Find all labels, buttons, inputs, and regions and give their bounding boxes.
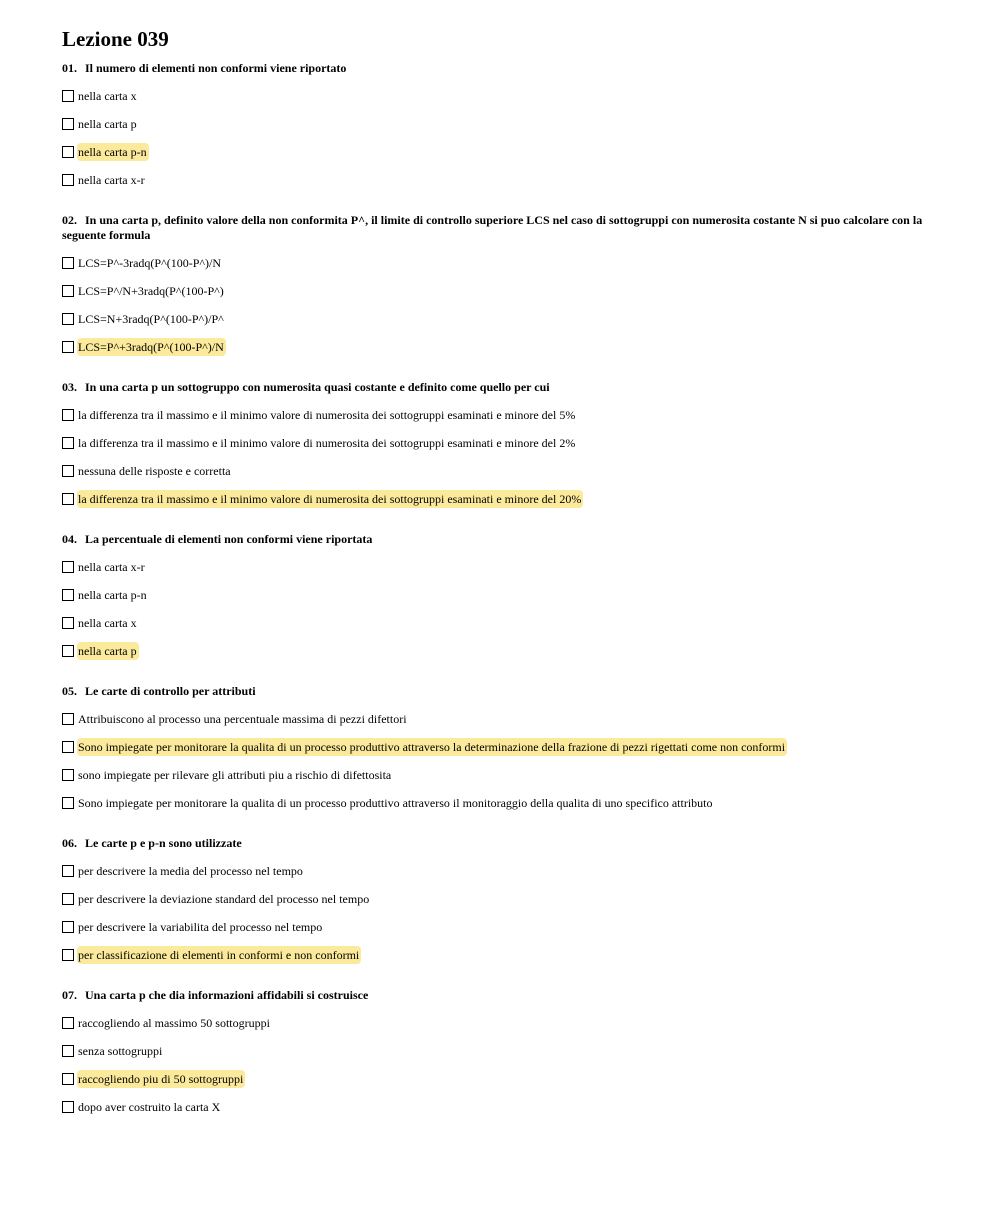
- answer-option[interactable]: [62, 941, 962, 969]
- answer-options: [62, 401, 962, 513]
- answer-label: per descrivere la media del processo nel tempo: [78, 864, 303, 878]
- answer-checkbox[interactable]: [62, 713, 74, 725]
- quiz-page: [62, 26, 962, 1140]
- answer-option[interactable]: [62, 637, 962, 665]
- answer-option[interactable]: [62, 733, 962, 761]
- question-7: [62, 988, 962, 1121]
- question-text: In una carta p, definito valore della non conformita P^, il limite di controllo superiore LCS nel caso di sottogruppi con numerosita costante N si puo calcolare con la seguente formula: [62, 213, 923, 242]
- answer-option[interactable]: [62, 305, 962, 333]
- answer-checkbox[interactable]: [62, 617, 74, 629]
- answer-label: nella carta x-r: [78, 560, 145, 574]
- answer-label: Attribuiscono al processo una percentuale massima di pezzi difettori: [78, 712, 407, 726]
- answer-label: la differenza tra il massimo e il minimo valore di numerosita dei sottogruppi esaminati e minore del 5%: [78, 408, 576, 422]
- answer-checkbox[interactable]: [62, 146, 74, 158]
- question-number: 04.: [62, 532, 77, 546]
- answer-option[interactable]: [62, 82, 962, 110]
- answer-label: LCS=P^/N+3radq(P^(100-P^): [78, 284, 224, 298]
- answer-checkbox[interactable]: [62, 118, 74, 130]
- question-5: [62, 684, 962, 817]
- answer-label: Sono impiegate per monitorare la qualita di un processo produttivo attraverso il monitoraggio della qualita di uno specifico attributo: [78, 796, 713, 810]
- answer-checkbox[interactable]: [62, 285, 74, 297]
- answer-label: senza sottogruppi: [78, 1044, 163, 1058]
- question-header: [62, 684, 962, 699]
- answer-option[interactable]: [62, 457, 962, 485]
- answer-checkbox[interactable]: [62, 341, 74, 353]
- answer-option[interactable]: [62, 249, 962, 277]
- question-6: [62, 836, 962, 969]
- answer-option[interactable]: [62, 553, 962, 581]
- answer-checkbox[interactable]: [62, 313, 74, 325]
- question-text: La percentuale di elementi non conformi viene riportata: [85, 532, 373, 546]
- answer-option[interactable]: [62, 401, 962, 429]
- question-number: 07.: [62, 988, 77, 1002]
- question-3: [62, 380, 962, 513]
- answer-checkbox[interactable]: [62, 921, 74, 933]
- answer-checkbox[interactable]: [62, 949, 74, 961]
- question-2: [62, 213, 962, 361]
- question-list: [62, 61, 962, 1121]
- question-4: [62, 532, 962, 665]
- answer-option[interactable]: [62, 277, 962, 305]
- question-header: [62, 532, 962, 547]
- answer-option[interactable]: [62, 138, 962, 166]
- question-1: [62, 61, 962, 194]
- answer-label-highlighted: per classificazione di elementi in conformi e non conformi: [78, 948, 360, 962]
- answer-option[interactable]: [62, 1037, 962, 1065]
- question-header: [62, 836, 962, 851]
- question-number: 01.: [62, 61, 77, 75]
- answer-option[interactable]: [62, 333, 962, 361]
- answer-checkbox[interactable]: [62, 409, 74, 421]
- answer-checkbox[interactable]: [62, 769, 74, 781]
- question-header: [62, 380, 962, 395]
- answer-option[interactable]: [62, 885, 962, 913]
- answer-option[interactable]: [62, 789, 962, 817]
- answer-option[interactable]: [62, 1093, 962, 1121]
- answer-checkbox[interactable]: [62, 90, 74, 102]
- answer-option[interactable]: [62, 857, 962, 885]
- question-number: 02.: [62, 213, 77, 227]
- answer-label: nella carta p: [78, 117, 137, 131]
- answer-label: sono impiegate per rilevare gli attributi piu a rischio di difettosita: [78, 768, 392, 782]
- question-header: [62, 213, 962, 243]
- answer-option[interactable]: [62, 1009, 962, 1037]
- lesson-title: Lezione 039: [62, 27, 169, 51]
- answer-option[interactable]: [62, 705, 962, 733]
- answer-label: dopo aver costruito la carta X: [78, 1100, 221, 1114]
- answer-label: raccogliendo al massimo 50 sottogruppi: [78, 1016, 270, 1030]
- question-number: 06.: [62, 836, 77, 850]
- answer-label: nella carta x: [78, 89, 137, 103]
- answer-option[interactable]: [62, 761, 962, 789]
- answer-label-highlighted: nella carta p: [78, 644, 137, 658]
- answer-checkbox[interactable]: [62, 1045, 74, 1057]
- answer-option[interactable]: [62, 581, 962, 609]
- answer-checkbox[interactable]: [62, 865, 74, 877]
- question-number: 05.: [62, 684, 77, 698]
- answer-option[interactable]: [62, 913, 962, 941]
- answer-option[interactable]: [62, 429, 962, 457]
- answer-label: LCS=P^-3radq(P^(100-P^)/N: [78, 256, 221, 270]
- answer-options: [62, 1009, 962, 1121]
- answer-checkbox[interactable]: [62, 1017, 74, 1029]
- answer-checkbox[interactable]: [62, 437, 74, 449]
- answer-option[interactable]: [62, 485, 962, 513]
- answer-options: [62, 857, 962, 969]
- question-text: Il numero di elementi non conformi viene riportato: [85, 61, 347, 75]
- question-text: Una carta p che dia informazioni affidabili si costruisce: [85, 988, 369, 1002]
- answer-checkbox[interactable]: [62, 797, 74, 809]
- answer-checkbox[interactable]: [62, 493, 74, 505]
- answer-label-highlighted: la differenza tra il massimo e il minimo valore di numerosita dei sottogruppi esaminati e minore del 20%: [78, 492, 582, 506]
- answer-label: nella carta p-n: [78, 588, 147, 602]
- answer-options: [62, 249, 962, 361]
- answer-checkbox[interactable]: [62, 1073, 74, 1085]
- question-text: Le carte di controllo per attributi: [85, 684, 256, 698]
- answer-checkbox[interactable]: [62, 561, 74, 573]
- answer-label: la differenza tra il massimo e il minimo valore di numerosita dei sottogruppi esaminati e minore del 2%: [78, 436, 576, 450]
- answer-options: [62, 553, 962, 665]
- answer-options: [62, 705, 962, 817]
- answer-option[interactable]: [62, 1065, 962, 1093]
- answer-label-highlighted: Sono impiegate per monitorare la qualita di un processo produttivo attraverso la determinazione della frazione di pezzi rigettati come non conformi: [78, 740, 786, 754]
- answer-label: nessuna delle risposte e corretta: [78, 464, 231, 478]
- answer-label: nella carta x: [78, 616, 137, 630]
- answer-label-highlighted: LCS=P^+3radq(P^(100-P^)/N: [78, 340, 224, 354]
- answer-label: LCS=N+3radq(P^(100-P^)/P^: [78, 312, 224, 326]
- answer-checkbox[interactable]: [62, 1101, 74, 1113]
- answer-option[interactable]: [62, 166, 962, 194]
- answer-checkbox[interactable]: [62, 893, 74, 905]
- answer-option[interactable]: [62, 609, 962, 637]
- answer-options: [62, 82, 962, 194]
- answer-option[interactable]: [62, 110, 962, 138]
- answer-checkbox[interactable]: [62, 174, 74, 186]
- answer-label: per descrivere la deviazione standard del processo nel tempo: [78, 892, 370, 906]
- answer-label: nella carta x-r: [78, 173, 145, 187]
- answer-label: per descrivere la variabilita del processo nel tempo: [78, 920, 323, 934]
- answer-checkbox[interactable]: [62, 257, 74, 269]
- question-text: In una carta p un sottogruppo con numerosita quasi costante e definito come quello per cui: [85, 380, 550, 394]
- answer-checkbox[interactable]: [62, 741, 74, 753]
- question-header: [62, 988, 962, 1003]
- question-number: 03.: [62, 380, 77, 394]
- answer-label-highlighted: raccogliendo piu di 50 sottogruppi: [78, 1072, 244, 1086]
- answer-checkbox[interactable]: [62, 645, 74, 657]
- question-text: Le carte p e p-n sono utilizzate: [85, 836, 242, 850]
- answer-checkbox[interactable]: [62, 465, 74, 477]
- answer-checkbox[interactable]: [62, 589, 74, 601]
- question-header: [62, 61, 962, 76]
- answer-label-highlighted: nella carta p-n: [78, 145, 147, 159]
